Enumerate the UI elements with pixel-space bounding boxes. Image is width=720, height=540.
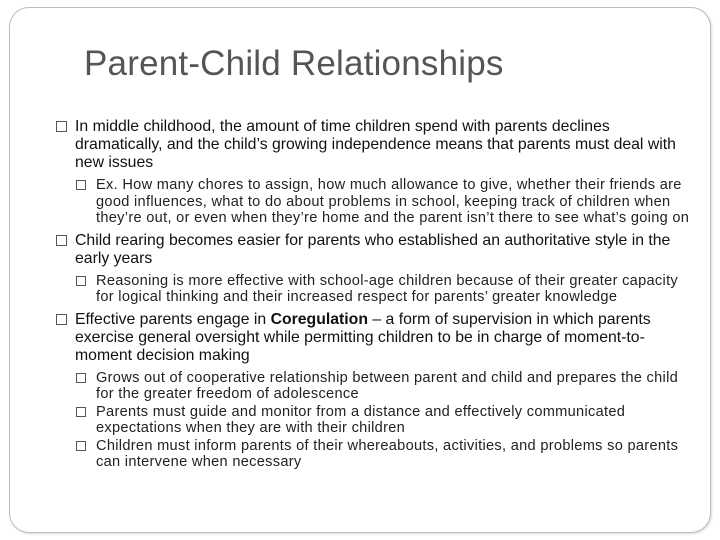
slide-content [56,118,696,472]
bullet-1-text: In middle childhood, the amount of time children spend with parents declines dramatically, and the child’s growing independence means that parents must deal with new issues [75,118,676,171]
bullet-3-text-after: – a form of supervision in which parents exercise general oversight while permitting children to be in charge of moment-to-moment decision making [75,310,651,364]
sub-bullet-1-1 [56,177,696,227]
square-bullet-icon [56,235,67,246]
bullet-2 [56,232,696,268]
square-bullet-icon [56,121,67,132]
sub-bullet-3-1-text: Grows out of cooperative relationship between parent and child and prepares the child for the greater freedom of adolescence [96,369,679,402]
sub-bullet-2-1-text: Reasoning is more effective with school-age children because of their greater capacity for logical thinking and their increased respect for parents’ greater knowledge [96,272,679,305]
sub-bullet-3-1 [56,370,696,403]
sub-bullet-1-1-text: Ex. How many chores to assign, how much allowance to give, whether their friends are good influences, what to do about problems in school, keeping track of children when they’re out, or even when they’re home and the parent isn’t there to see what’s going on [96,177,690,226]
bullet-1 [56,118,696,172]
square-bullet-icon [76,441,86,451]
sub-bullet-3-2-text: Parents must guide and monitor from a distance and effectively communicated expectations when they are with their children [96,403,626,436]
bullet-3-text-before: Effective parents engage in [75,310,271,328]
square-bullet-icon [76,180,86,190]
bullet-3 [56,311,696,365]
square-bullet-icon [56,314,67,325]
square-bullet-icon [76,276,86,286]
square-bullet-icon [76,373,86,383]
sub-bullet-3-3 [56,438,696,471]
sub-bullet-3-3-text: Children must inform parents of their whereabouts, activities, and problems so parents can intervene when necessary [96,437,679,470]
sub-bullet-2-1 [56,273,696,306]
slide [9,7,711,533]
slide-title: Parent-Child Relationships [84,44,504,83]
bullet-2-text: Child rearing becomes easier for parents who established an authoritative style in the early years [75,231,671,267]
sub-bullet-3-2 [56,404,696,437]
coregulation-term: Coregulation [270,310,368,328]
square-bullet-icon [76,407,86,417]
